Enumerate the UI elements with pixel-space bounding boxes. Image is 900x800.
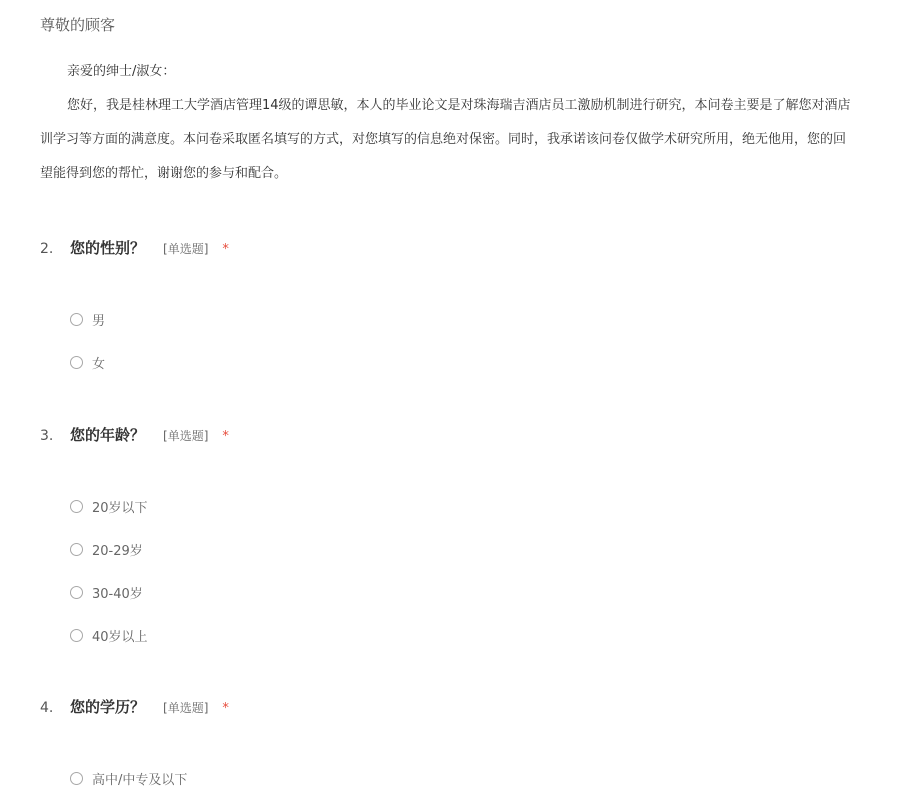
option-label: 男 <box>92 313 106 329</box>
intro-line-2: 训学习等方面的满意度。本问卷采取匿名填写的方式，对您填写的信息绝对保密。同时，我承诺该问卷仅做学术研究所用，绝无他用，您的回 <box>40 132 847 147</box>
question-gender <box>40 237 860 387</box>
required-marker: * <box>222 242 229 257</box>
radio-option-female[interactable] <box>70 352 105 372</box>
radio-option-under-20[interactable] <box>70 496 148 516</box>
question-type-badge: [单选题] <box>163 701 209 715</box>
intro-line-1: 您好，我是桂林理工大学酒店管理14级的谭思敏，本人的毕业论文是对珠海瑞吉酒店员工激励机制进行研究，本问卷主要是了解您对酒店 <box>67 98 851 113</box>
option-label: 20-29岁 <box>92 543 143 559</box>
question-header <box>40 696 860 722</box>
radio-button-icon[interactable] <box>70 500 83 513</box>
radio-option-20-29[interactable] <box>70 539 143 559</box>
radio-button-icon[interactable] <box>70 543 83 556</box>
radio-button-icon[interactable] <box>70 356 83 369</box>
intro-salutation: 亲爱的绅士/淑女： <box>67 64 176 79</box>
question-education <box>40 696 860 796</box>
option-label: 女 <box>92 356 106 372</box>
radio-option-male[interactable] <box>70 309 105 329</box>
option-label: 20岁以下 <box>92 500 148 516</box>
question-header <box>40 237 860 263</box>
question-type-badge: [单选题] <box>163 429 209 443</box>
question-number: 3. <box>40 428 54 444</box>
radio-option-high-school[interactable] <box>70 768 187 788</box>
survey-header-title: 尊敬的顾客 <box>40 16 116 34</box>
radio-button-icon[interactable] <box>70 586 83 599</box>
survey-intro <box>40 55 900 191</box>
question-title: 您的性别？ <box>70 239 146 257</box>
question-title: 您的学历？ <box>70 698 146 716</box>
radio-button-icon[interactable] <box>70 772 83 785</box>
radio-button-icon[interactable] <box>70 313 83 326</box>
radio-button-icon[interactable] <box>70 629 83 642</box>
question-number: 2. <box>40 241 54 257</box>
required-marker: * <box>222 701 229 716</box>
radio-option-over-40[interactable] <box>70 625 148 645</box>
radio-option-30-40[interactable] <box>70 582 143 602</box>
question-age <box>40 424 860 659</box>
question-title: 您的年龄？ <box>70 426 146 444</box>
option-label: 40岁以上 <box>92 629 148 645</box>
option-label: 30-40岁 <box>92 586 143 602</box>
question-number: 4. <box>40 700 54 716</box>
required-marker: * <box>222 429 229 444</box>
question-type-badge: [单选题] <box>163 242 209 256</box>
option-label: 高中/中专及以下 <box>92 772 188 788</box>
intro-line-3: 望能得到您的帮忙，谢谢您的参与和配合。 <box>40 166 288 181</box>
question-header <box>40 424 860 450</box>
